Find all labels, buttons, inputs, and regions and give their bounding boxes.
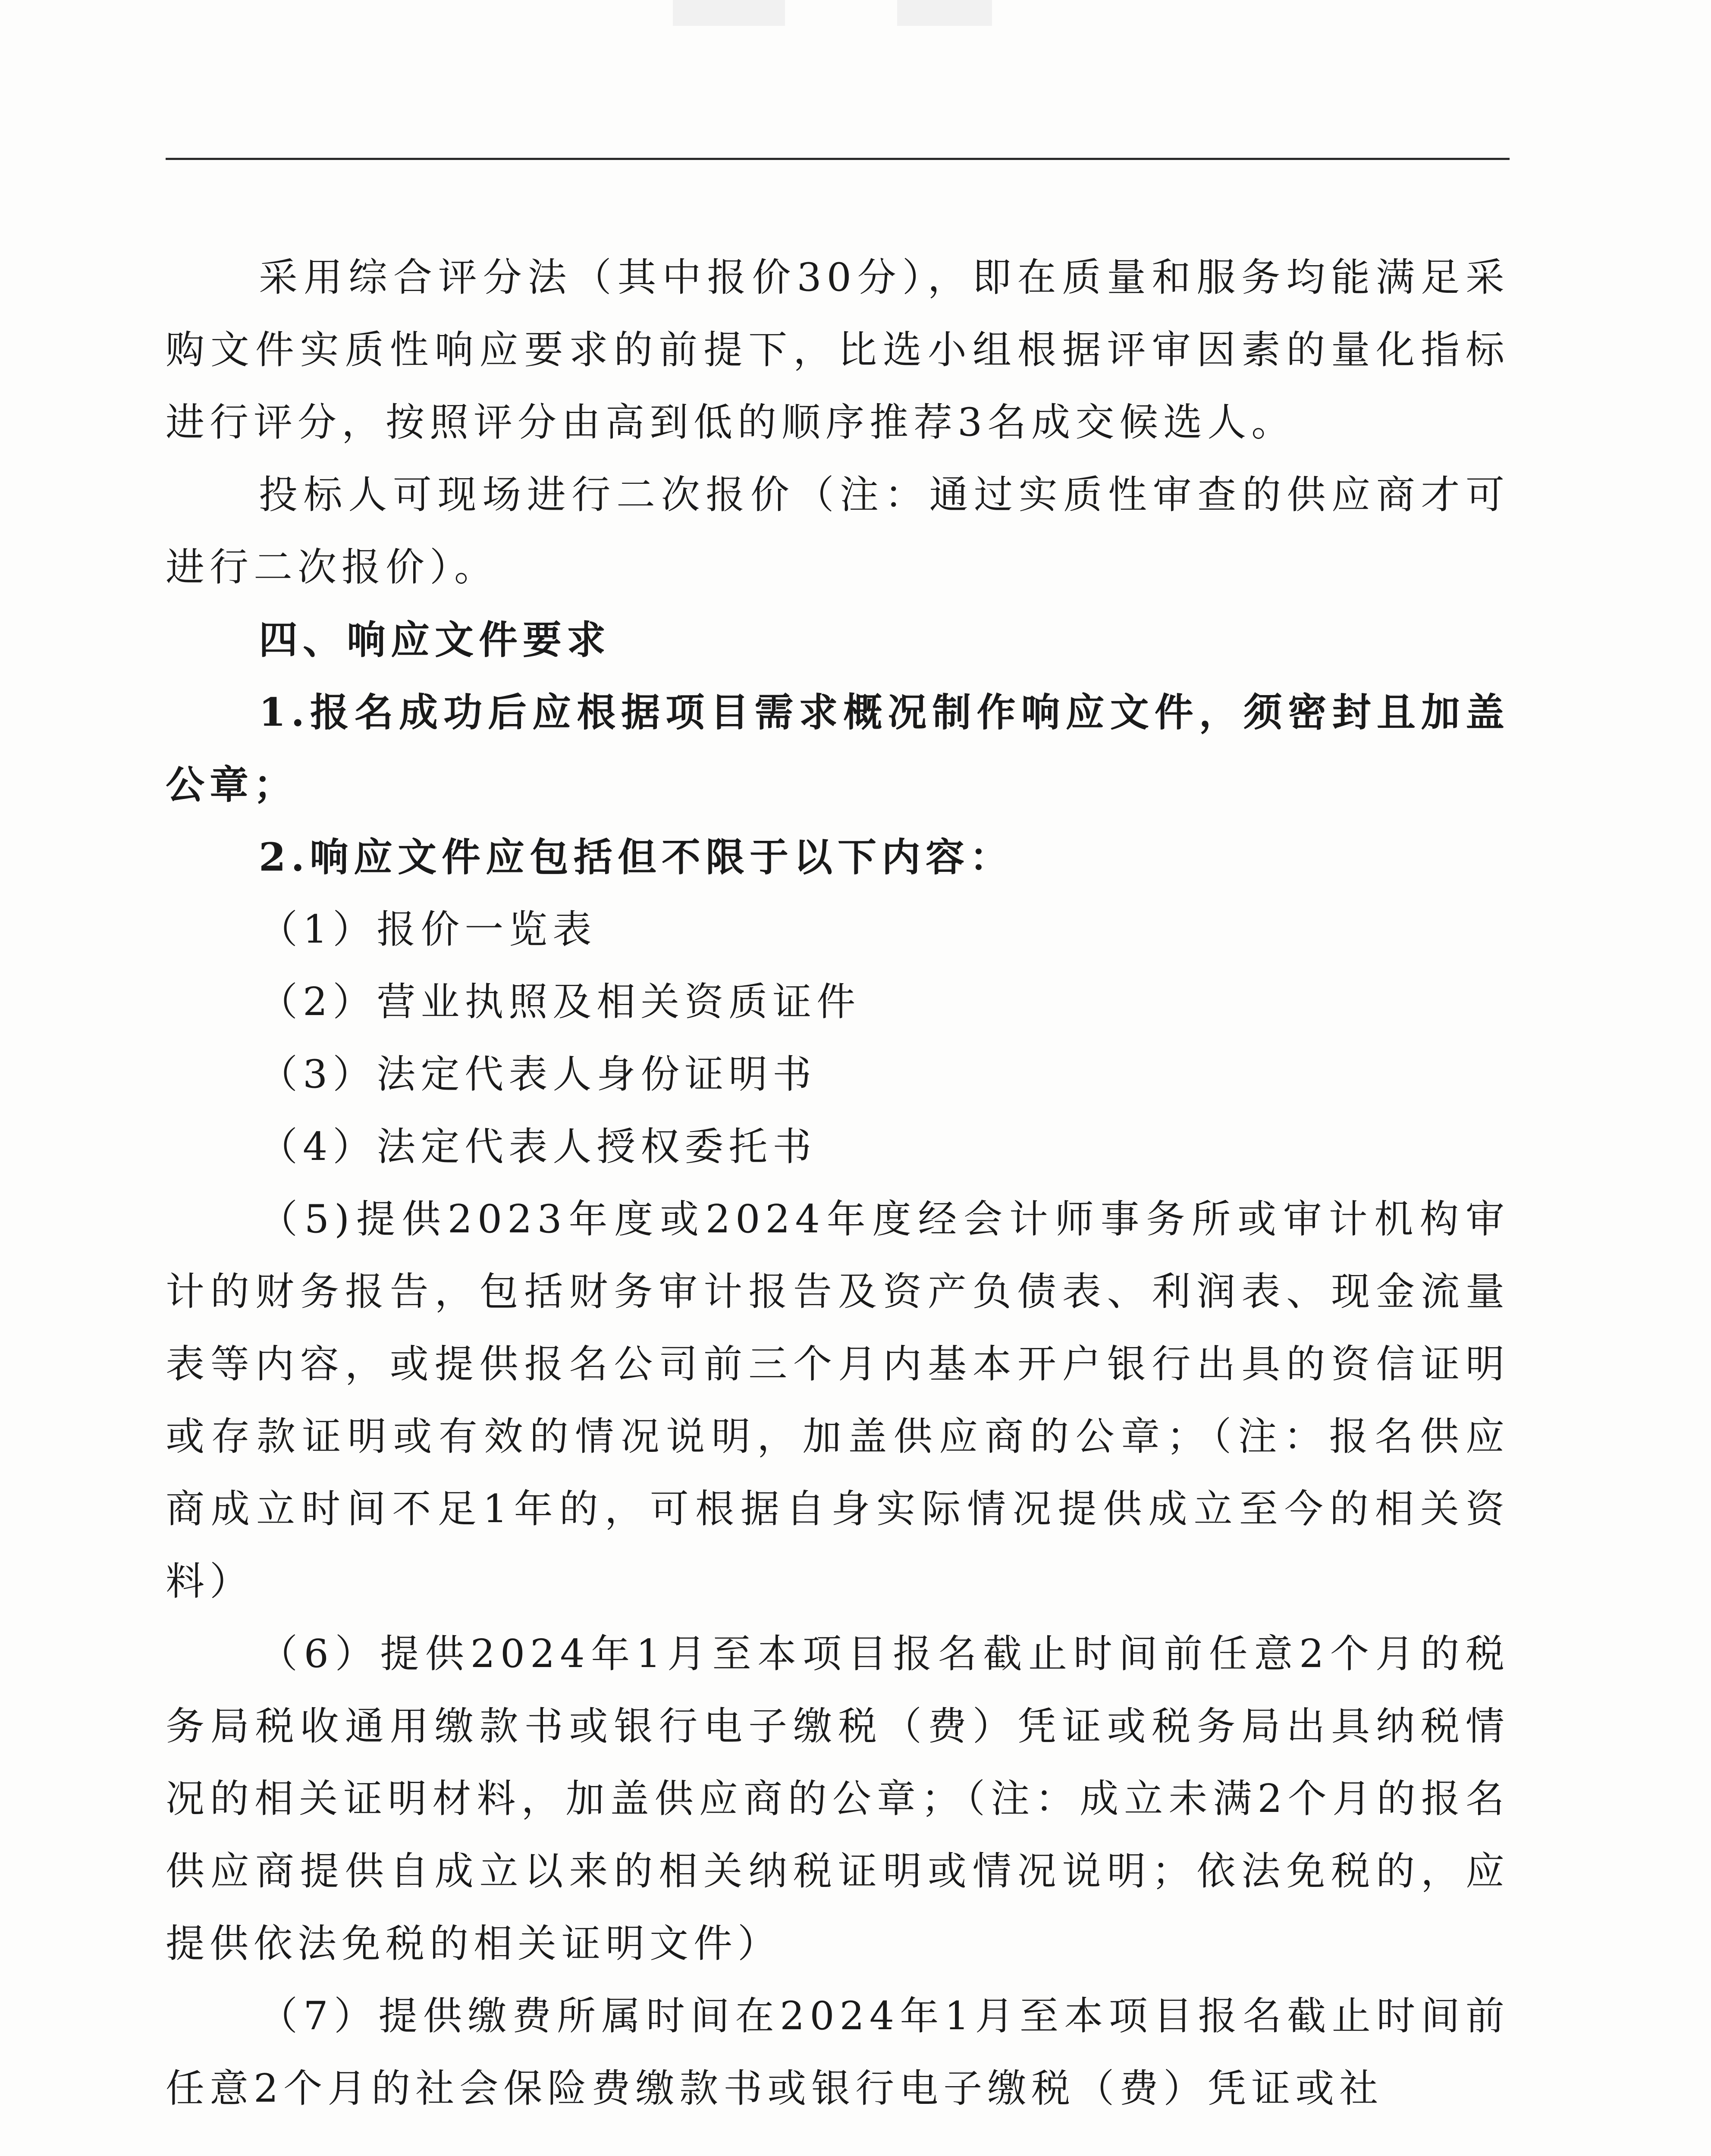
list-item-2: （2）营业执照及相关资质证件 bbox=[259, 979, 861, 1025]
scan-artifact bbox=[897, 0, 992, 26]
second-quote-paragraph: 投标人可现场进行二次报价（注：通过实质性审查的供应商才可进行二次报价）。 bbox=[166, 472, 1510, 590]
list-item-1: （1）报价一览表 bbox=[259, 907, 597, 952]
list-item-6: （6）提供2024年1月至本项目报名截止时间前任意2个月的税务局税收通用缴款书或银行电子缴税（费）凭证或税务局出具纳税情况的相关证明材料，加盖供应商的公章；（注：成立未满2个月的报名供应商提供自成立以来的相关纳税证明或情况说明；依法免税的，应提供依法免税的相关证明文件） bbox=[166, 1631, 1510, 1966]
section-heading: 四、响应文件要求 bbox=[259, 617, 611, 663]
list-item-7: （7）提供缴费所属时间在2024年1月至本项目报名截止时间前任意2个月的社会保险费缴款书或银行电子缴税（费）凭证或社 bbox=[166, 1993, 1510, 2111]
list-item-3: （3）法定代表人身份证明书 bbox=[259, 1052, 817, 1097]
requirement-2: 2.响应文件应包括但不限于以下内容： bbox=[259, 834, 1014, 880]
list-item-5: （5)提供2023年度或2024年度经会计师事务所或审计机构审计的财务报告，包括财务审计报告及资产负债表、利润表、现金流量表等内容，或提供报名公司前三个月内基本开户银行出具的资信证明或存款证明或有效的情况说明，加盖供应商的公章；（注：报名供应商成立时间不足1年的，可根据自身实际情况提供成立至今的相关资料） bbox=[166, 1197, 1510, 1604]
requirement-1: 1.报名成功后应根据项目需求概况制作响应文件，须密封且加盖公章； bbox=[166, 689, 1510, 808]
list-item-4: （4）法定代表人授权委托书 bbox=[259, 1124, 817, 1169]
header-rule bbox=[166, 158, 1510, 160]
scan-artifact bbox=[673, 0, 785, 26]
scoring-method-paragraph: 采用综合评分法（其中报价30分），即在质量和服务均能满足采购文件实质性响应要求的前提下，比选小组根据评审因素的量化指标进行评分，按照评分由高到低的顺序推荐3名成交候选人。 bbox=[166, 255, 1510, 445]
document-body bbox=[166, 241, 1510, 2125]
